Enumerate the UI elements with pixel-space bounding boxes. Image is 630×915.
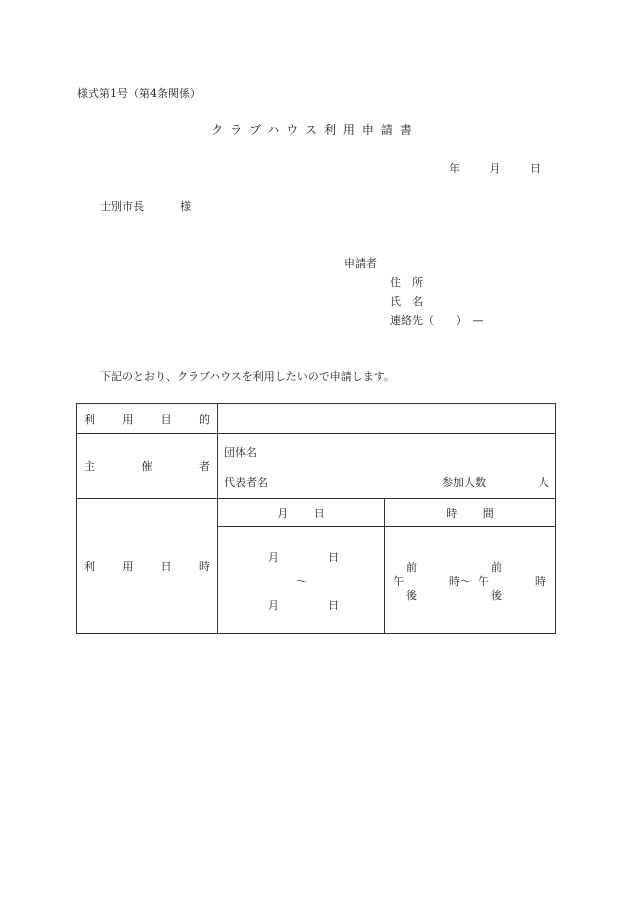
usage-time-cell[interactable]: [385, 527, 556, 634]
from-day: 日: [328, 551, 339, 564]
contact-label: 連絡先（ ） —: [390, 314, 484, 327]
purpose-label: 利 用 目 的: [77, 404, 218, 434]
date-line: [449, 160, 541, 176]
from-month: 月: [268, 551, 279, 564]
usage-header-row: [77, 499, 556, 527]
date-year: 年: [449, 162, 460, 175]
purpose-value[interactable]: [218, 404, 556, 434]
start-hour-tilde: 時〜: [449, 575, 471, 588]
organizer-row: [77, 434, 556, 499]
addressee: [100, 198, 191, 214]
to-month: 月: [268, 599, 279, 612]
end-pm: 後: [491, 589, 502, 602]
end-hour: 時: [535, 575, 546, 588]
date-day: 日: [530, 162, 541, 175]
start-noon: 午: [393, 575, 404, 588]
time-column-header: 時 間: [385, 499, 556, 527]
form-number: 様式第1号（第4条関係）: [77, 87, 201, 100]
to-day: 日: [328, 599, 339, 612]
organizer-label: 主 催 者: [77, 434, 218, 499]
addressee-name: 士別市長: [100, 200, 144, 213]
date-tilde: 〜: [296, 575, 307, 588]
addressee-honorific: 様: [180, 200, 191, 213]
participants-unit: 人: [538, 476, 549, 489]
document-title: クラブハウス利用申請書: [211, 123, 419, 137]
rep-name-label: 代表者名: [224, 476, 268, 489]
start-am: 前: [406, 561, 417, 574]
end-noon: 午: [478, 575, 489, 588]
usage-date-cell[interactable]: [218, 527, 385, 634]
date-column-header: 月 日: [218, 499, 385, 527]
participants-label: 参加人数: [442, 476, 486, 489]
name-label: 氏 名: [390, 295, 423, 308]
start-pm: 後: [406, 589, 417, 602]
applicant-heading: 申請者: [344, 257, 377, 270]
end-am: 前: [491, 561, 502, 574]
organizer-value[interactable]: [218, 434, 556, 499]
usage-label: 利 用 日 時: [77, 499, 218, 634]
date-month: 月: [489, 162, 501, 175]
org-name-label: 団体名: [224, 446, 257, 459]
address-label: 住 所: [390, 276, 423, 289]
intro-text: 下記のとおり、クラブハウスを利用したいので申請します。: [100, 370, 395, 383]
application-table: [76, 403, 556, 634]
purpose-row: [77, 404, 556, 434]
